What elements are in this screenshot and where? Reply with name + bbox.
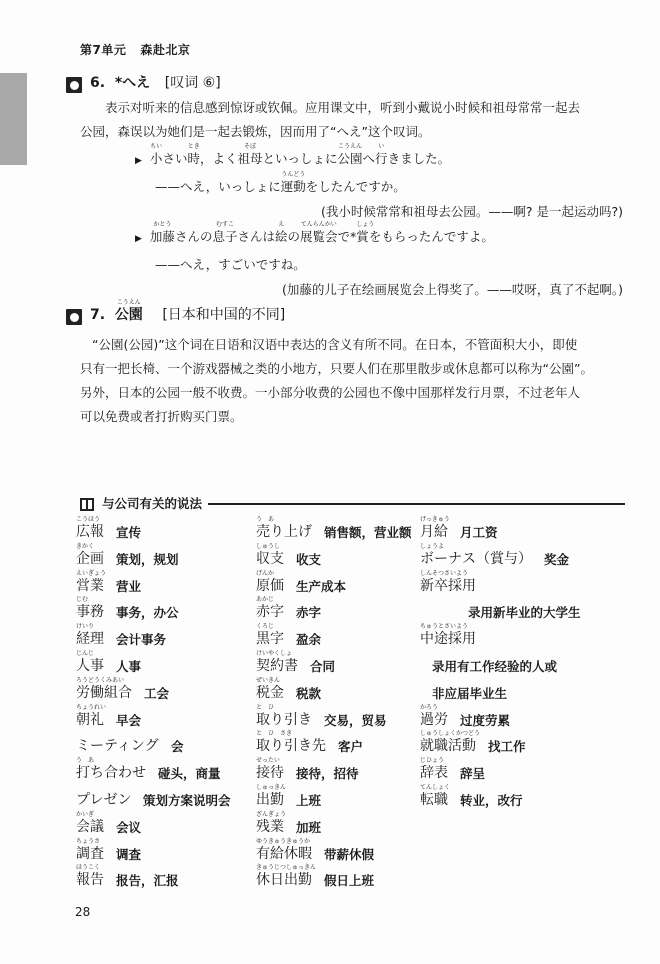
ruby-word (280, 171, 306, 195)
vocab-word: 人事 (76, 657, 104, 674)
vocab-word: 調査 (76, 845, 104, 862)
vocab-heading-text: 与公司有关的说法 (102, 496, 203, 511)
vocab-meaning: 赤字 (296, 605, 322, 621)
vocab-item (420, 516, 635, 543)
vocab-word: 休日出勤 (256, 872, 312, 889)
vocab-word: 転職 (420, 791, 448, 808)
vocab-word: 税金 (256, 684, 284, 701)
furigana: けいやくしょ (256, 649, 293, 657)
vocab-meaning: 会 (171, 739, 184, 755)
vocab-item (256, 730, 418, 757)
example-reply (80, 252, 628, 277)
furigana: ちい (150, 143, 163, 150)
vocab-meaning: 策划方案说明会 (143, 792, 231, 808)
ruby-word (212, 221, 238, 245)
text: さい (162, 151, 188, 166)
vocab-word: 事務 (76, 604, 104, 621)
vocab-word: 新卒採用 (420, 577, 476, 594)
vocab-meaning: 月工资 (460, 525, 498, 540)
section-title (114, 299, 143, 323)
ruby-word (274, 221, 288, 245)
furigana: と ひ (256, 703, 275, 711)
section7-heading (90, 299, 286, 324)
vocab-word: 契約書 (256, 657, 298, 674)
vocab-meaning: 宣传 (116, 525, 142, 540)
heading-rule (208, 503, 625, 505)
text: ——へえ，すごいですね。 (155, 257, 306, 272)
vocab-meaning: 找工作 (488, 739, 526, 755)
furigana: きゅうじつしゅっきん (256, 864, 317, 872)
ruby-word (300, 221, 338, 245)
base-text: 賞 (356, 229, 369, 244)
furigana: かとう (153, 221, 172, 228)
vocab-meaning: 工会 (144, 685, 170, 701)
vocab-item (420, 757, 635, 784)
vocab-meaning: 碰头，商量 (158, 766, 221, 782)
vocab-item (256, 623, 418, 650)
furigana: きかく (76, 542, 95, 550)
vocab-meaning: 非应届毕业生 (432, 685, 508, 701)
para-line: 可以免费或者打折购买门票。 (80, 409, 243, 424)
vocab-word: 中途採用 (420, 631, 476, 648)
vocab-item (76, 784, 254, 811)
ruby-word (237, 143, 263, 167)
vocab-word: 企画 (76, 550, 104, 567)
furigana: しゅうしょくかつどう (420, 730, 481, 738)
furigana: ゆうきゅうきゅうか (256, 837, 311, 845)
text: をしたんですか。 (305, 179, 406, 194)
base-text: 加藤 (149, 229, 175, 244)
furigana: せったい (256, 757, 280, 765)
furigana: こうほう (76, 516, 101, 523)
vocab-meaning: 录用新毕业的大学生 (468, 605, 581, 621)
furigana: ちょうれい (76, 703, 107, 711)
vocab-word: 接待 (256, 765, 284, 782)
furigana: ほうこく (76, 864, 101, 872)
section-number: 7. (90, 307, 106, 323)
furigana: ろうどうくみあい (76, 676, 125, 684)
vocab-word: 報告 (76, 872, 104, 889)
vocab-word: 辞表 (420, 765, 448, 782)
furigana: げっきゅう (420, 516, 450, 523)
furigana: しゅっきん (256, 783, 287, 791)
vocab-meaning: 税款 (296, 685, 322, 701)
vocab-word: プレゼン (76, 791, 132, 808)
section6-examples (80, 143, 628, 302)
vocab-heading (80, 496, 625, 512)
vocab-item (256, 811, 418, 838)
furigana: とき (187, 143, 200, 150)
furigana: え (278, 221, 285, 228)
vocab-meaning: 转业，改行 (460, 792, 523, 808)
vocab-meaning: 假日上班 (324, 873, 375, 889)
furigana: えいぎょう (76, 569, 107, 577)
base-text: 展覧会 (300, 229, 338, 244)
vocab-meaning: 录用有工作经验的人或 (432, 658, 558, 674)
section6-paragraph (80, 96, 628, 144)
vocab-word: 経理 (76, 631, 104, 648)
vocab-word: 就職活動 (420, 738, 476, 755)
vocab-item (256, 516, 418, 543)
furigana: そぼ (243, 143, 256, 150)
furigana: かいぎ (76, 810, 95, 818)
vocab-word: 収支 (256, 550, 284, 567)
bullet-icon: ▶ (135, 234, 142, 244)
running-header (80, 42, 204, 58)
furigana: ぜいきん (256, 676, 281, 684)
vocab-item (256, 757, 418, 784)
furigana: う あ (256, 516, 275, 523)
vocab-word: 労働組合 (76, 684, 132, 701)
furigana: けいり (76, 623, 95, 631)
vocab-meaning: 奖金 (544, 551, 570, 567)
vocab-item (76, 704, 254, 731)
furigana: かろう (420, 703, 439, 711)
furigana: むすこ (215, 221, 234, 228)
unit-label: 第7单元 (80, 43, 127, 57)
furigana: と ひ さき (256, 730, 293, 738)
vocab-meaning: 接待，招待 (296, 766, 359, 782)
vocab-column (76, 516, 254, 891)
ruby-word (375, 143, 388, 167)
vocab-meaning: 加班 (296, 819, 322, 835)
vocab-item (76, 570, 254, 597)
vocab-item (256, 596, 418, 623)
vocab-item (420, 650, 635, 677)
vocab-meaning: 营业 (116, 578, 142, 594)
furigana: こうえん (116, 299, 141, 306)
section-title: *へえ (114, 75, 151, 91)
text: きました。 (387, 151, 451, 166)
vocab-item (76, 623, 254, 650)
furigana: う あ (76, 757, 95, 765)
text: の (287, 229, 301, 244)
vocab-item (76, 677, 254, 704)
ruby-word (149, 221, 175, 245)
vocab-item (76, 596, 254, 623)
para-line: 另外，日本的公园一般不收费。一小部分收费的公园也不像中国那样发行月票，不过老年人 (80, 385, 581, 400)
base-text: 行 (375, 151, 388, 166)
text: ——へえ，いっしょに (155, 179, 281, 194)
vocab-item (256, 650, 418, 677)
vocab-word: 取り引き (256, 711, 312, 728)
vocab-meaning: 盈余 (296, 632, 322, 648)
vocab-item (420, 596, 635, 623)
para-line: “公園(公园)”这个词在日语和汉语中表达的含义有所不同。在日本，不管面积大小，即使 (92, 337, 578, 352)
vocab-word: ボーナス（賞与） (420, 550, 532, 567)
vocab-word: 営業 (76, 577, 104, 594)
side-tab-marker (0, 73, 27, 165)
vocab-meaning: 销售额，营业额 (324, 525, 412, 540)
furigana: ちゅうとさいよう (420, 623, 469, 631)
ruby-word (149, 143, 163, 167)
para-line: 只有一把长椅、一个游戏器械之类的小地方，只要人们在那里散步或休息都可以称为“公園”。 (80, 361, 593, 376)
vocab-word: 過労 (420, 711, 448, 728)
furigana: じんじ (76, 649, 95, 657)
vocab-word: 有給休暇 (256, 845, 312, 862)
vocab-word: 残業 (256, 818, 284, 835)
vocab-word: 朝礼 (76, 711, 104, 728)
ruby-word (356, 221, 375, 245)
furigana: しょうよ (420, 542, 445, 550)
vocab-column (256, 516, 418, 891)
ruby-word (337, 143, 363, 167)
vocab-word: 売り上げ (256, 524, 312, 540)
vocab-item (420, 784, 635, 811)
furigana: くろじ (256, 623, 275, 631)
face-icon (66, 309, 82, 325)
furigana: ちょうさ (76, 837, 101, 845)
furigana: しんそつさいよう (420, 569, 469, 577)
section-tag: [叹词 ⑥] (164, 75, 221, 91)
vocab-meaning: 早会 (116, 712, 142, 728)
vocab-meaning: 会议 (116, 819, 142, 835)
text: といっしょに (262, 151, 338, 166)
text: で* (337, 229, 357, 244)
vocab-word: 取り引き先 (256, 738, 326, 755)
furigana: てんしょく (420, 783, 451, 791)
book-icon (80, 498, 94, 511)
vocab-item (76, 811, 254, 838)
vocab-meaning: 会计事务 (116, 632, 167, 648)
furigana: うんどう (281, 171, 306, 178)
page-number: 28 (75, 905, 91, 919)
vocab-item (76, 650, 254, 677)
vocab-meaning: 事务，办公 (116, 605, 179, 621)
text: さんは (237, 229, 275, 244)
vocab-item (256, 838, 418, 865)
vocab-item (76, 838, 254, 865)
vocab-meaning: 上班 (296, 792, 322, 808)
vocab-word: 月給 (420, 524, 448, 540)
vocab-meaning: 辞呈 (460, 766, 486, 782)
furigana: てんらんかい (300, 221, 337, 228)
vocab-word: 原価 (256, 577, 284, 594)
vocab-meaning: 人事 (116, 658, 142, 674)
text: ，よく (199, 151, 238, 166)
furigana: じむ (76, 596, 89, 604)
vocab-word: 黒字 (256, 631, 284, 648)
example-translation: (加藤的儿子在绘画展览会上得奖了。——哎呀，真了不起啊。) (281, 282, 623, 297)
vocab-meaning: 生产成本 (296, 578, 347, 594)
example-reply (80, 171, 628, 199)
text: さんの (174, 229, 213, 244)
vocab-item (256, 864, 418, 891)
vocab-item (420, 677, 635, 704)
bullet-icon: ▶ (135, 156, 142, 166)
vocab-word: 出勤 (256, 791, 284, 808)
vocab-item (76, 516, 254, 543)
vocab-item (420, 730, 635, 757)
vocab-item (76, 543, 254, 570)
furigana: ざんぎょう (256, 810, 287, 818)
furigana: しょう (356, 221, 375, 228)
title-word: 公園 (114, 307, 143, 323)
vocab-meaning: 收支 (296, 551, 322, 567)
furigana: げんか (256, 569, 275, 577)
vocab-item (420, 704, 635, 731)
section-number: 6. (90, 75, 106, 91)
vocab-item (256, 570, 418, 597)
furigana: あかじ (256, 596, 275, 604)
vocab-word: 広報 (76, 524, 104, 540)
example-sentence (80, 221, 628, 252)
example-sentence (80, 143, 628, 174)
vocab-item (256, 704, 418, 731)
vocab-meaning: 带薪休假 (324, 846, 375, 862)
base-text: 小 (149, 151, 163, 166)
vocab-meaning: 策划，规划 (116, 551, 179, 567)
vocab-meaning: 合同 (310, 658, 336, 674)
vocab-item (76, 757, 254, 784)
base-text: 絵 (274, 229, 288, 244)
vocab-meaning: 调查 (116, 846, 142, 862)
para-line: 表示对听来的信息感到惊讶或钦佩。应用课文中，听到小戴说小时候和祖母常常一起去 (105, 100, 581, 115)
example-translation: (我小时候常常和祖母去公园。——啊? 是一起运动吗?) (321, 204, 623, 219)
section-tag: [日本和中国的不同] (162, 307, 286, 323)
vocab-meaning: 报告，汇报 (116, 873, 179, 889)
vocab-word: 赤字 (256, 604, 284, 621)
vocab-item (420, 570, 635, 597)
vocab-word: ミーティング (76, 738, 159, 755)
furigana: じひょう (420, 757, 445, 765)
vocab-word: 打ち合わせ (76, 765, 146, 782)
base-text: 時 (187, 151, 200, 166)
text: へ (362, 151, 376, 166)
base-text: 息子 (212, 229, 238, 244)
vocab-meaning: 过度劳累 (460, 712, 511, 728)
vocab-word: 会議 (76, 818, 104, 835)
text: をもらったんですよ。 (368, 229, 494, 244)
base-text: 公園 (337, 151, 363, 166)
vocab-item (76, 864, 254, 891)
vocab-item (420, 543, 635, 570)
furigana: こうえん (338, 143, 363, 150)
para-line: 公园，森误以为她们是一起去锻炼，因而用了“へえ”这个叹词。 (80, 124, 431, 139)
vocab-meaning: 交易，贸易 (324, 712, 387, 728)
ruby-word (187, 143, 200, 167)
vocab-meaning: 客户 (338, 739, 364, 755)
vocab-item (256, 784, 418, 811)
vocab-column (420, 516, 635, 811)
section7-paragraph (80, 333, 632, 429)
vocab-item (256, 677, 418, 704)
base-text: 運動 (280, 179, 306, 194)
unit-title: 森赴北京 (140, 43, 191, 57)
furigana: しゅうし (256, 542, 281, 550)
vocab-item (76, 730, 254, 757)
furigana: い (378, 143, 385, 150)
vocab-item (420, 623, 635, 650)
section6-heading (90, 74, 221, 92)
face-icon (66, 77, 82, 93)
base-text: 祖母 (237, 151, 263, 166)
vocab-item (256, 543, 418, 570)
